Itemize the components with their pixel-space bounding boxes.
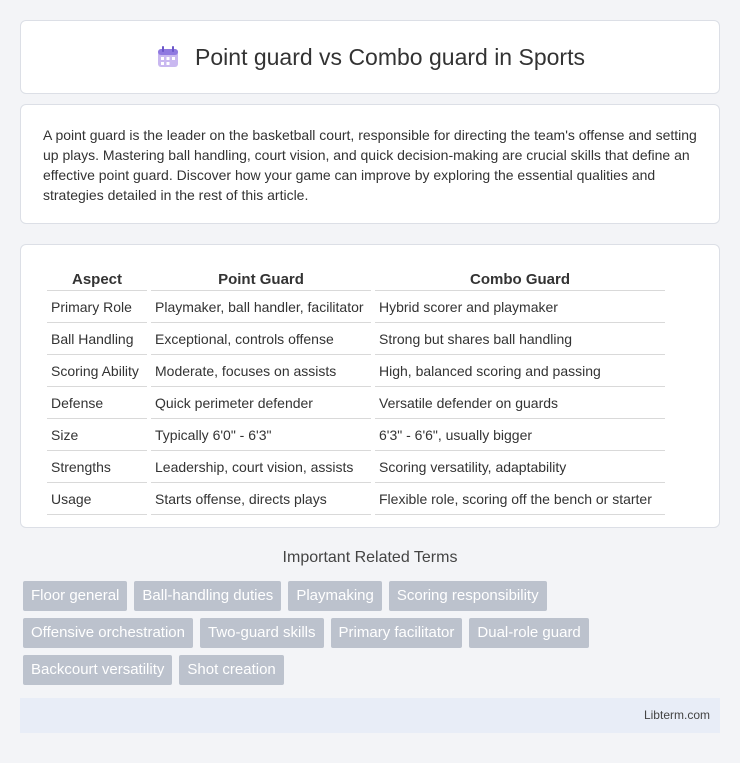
related-term-tag[interactable]: Two-guard skills [200, 618, 324, 648]
table-row [47, 355, 665, 387]
table-cell: Typically 6'0" - 6'3" [151, 419, 371, 451]
table-cell: High, balanced scoring and passing [375, 355, 665, 387]
table-cell: Playmaker, ball handler, facilitator [151, 291, 371, 323]
table-cell: Size [47, 419, 147, 451]
table-cell: Scoring versatility, adaptability [375, 451, 665, 483]
related-term-tag[interactable]: Scoring responsibility [389, 581, 547, 611]
intro-text: A point guard is the leader on the basketball court, responsible for directing the team's offense and setting up plays. Mastering ball handling, court vision, and quick decision-making are crucial skills that define an effective point guard. Discover how your game can improve by exploring the essential qualities and strategies detailed in the rest of this article. [43, 127, 697, 203]
table-cell: Strengths [47, 451, 147, 483]
related-terms-list [23, 581, 723, 692]
table-header-row [47, 265, 665, 291]
table-row [47, 451, 665, 483]
footer-link[interactable]: Libterm.com [643, 708, 710, 722]
table-row [47, 483, 665, 515]
table-cell: Defense [47, 387, 147, 419]
table-cell: Exceptional, controls offense [151, 323, 371, 355]
header-card [20, 20, 720, 94]
table-cell: Flexible role, scoring off the bench or starter [375, 483, 665, 515]
table-cell: Moderate, focuses on assists [151, 355, 371, 387]
table-cell: Hybrid scorer and playmaker [375, 291, 665, 323]
related-term-tag[interactable]: Dual-role guard [469, 618, 588, 648]
related-term-tag[interactable]: Primary facilitator [331, 618, 463, 648]
table-cell: Leadership, court vision, assists [151, 451, 371, 483]
table-cell: Strong but shares ball handling [375, 323, 665, 355]
table-cell: Scoring Ability [47, 355, 147, 387]
related-term-tag[interactable]: Offensive orchestration [23, 618, 193, 648]
table-row [47, 291, 665, 323]
column-header: Aspect [47, 265, 147, 291]
comparison-table [43, 265, 669, 515]
table-cell: Quick perimeter defender [151, 387, 371, 419]
related-term-tag[interactable]: Ball-handling duties [134, 581, 281, 611]
table-cell: Versatile defender on guards [375, 387, 665, 419]
related-term-tag[interactable]: Floor general [23, 581, 127, 611]
calendar-icon [155, 44, 181, 70]
related-term-tag[interactable]: Backcourt versatility [23, 655, 172, 685]
table-row [47, 419, 665, 451]
related-term-tag[interactable]: Playmaking [288, 581, 382, 611]
related-term-tag[interactable]: Shot creation [179, 655, 283, 685]
table-cell: 6'3" - 6'6", usually bigger [375, 419, 665, 451]
table-row [47, 387, 665, 419]
table-row [47, 323, 665, 355]
table-cell: Usage [47, 483, 147, 515]
comparison-card [20, 244, 720, 528]
table-cell: Ball Handling [47, 323, 147, 355]
column-header: Combo Guard [375, 265, 665, 291]
page-title: Point guard vs Combo guard in Sports [195, 43, 585, 70]
table-cell: Starts offense, directs plays [151, 483, 371, 515]
table-cell: Primary Role [47, 291, 147, 323]
intro-card [20, 104, 720, 224]
footer [20, 698, 720, 733]
related-terms-title: Important Related Terms [282, 549, 458, 566]
column-header: Point Guard [151, 265, 371, 291]
